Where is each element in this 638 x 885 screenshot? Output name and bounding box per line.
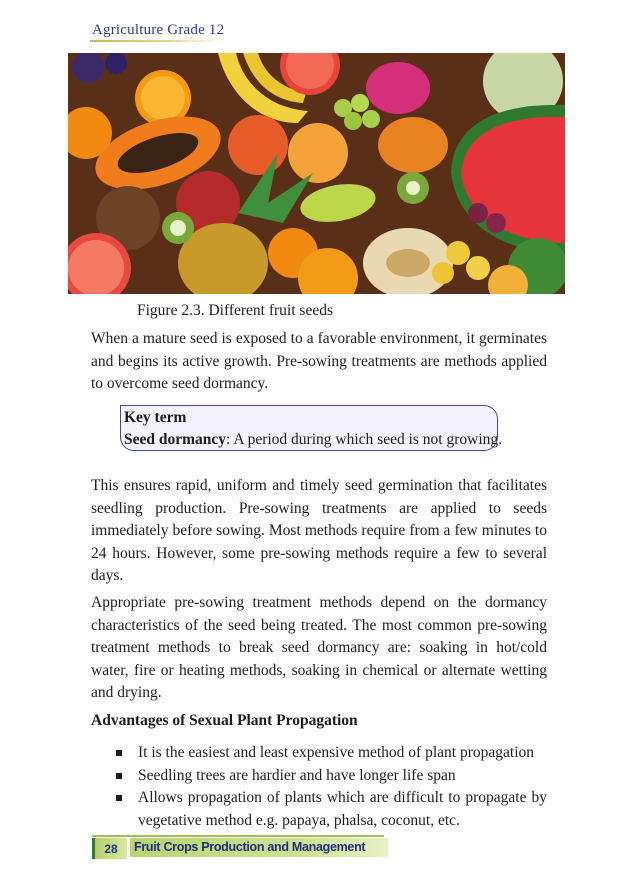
paragraph-treatment-methods: Appropriate pre-sowing treatment methods depend on the dormancy characteristics of the seed being treated. The most common pre-sowing treatment methods to break seed dormancy are: soaking in hot/cold water, fire or heating methods, soaking in chemical or alternate wetting and drying. <box>91 594 547 702</box>
fruit-figure <box>68 53 565 294</box>
book-title: Fruit Crops Production and Management <box>130 838 388 857</box>
list-item-text: Allows propagation of plants which are difficult to propagate by vegetative method e.g. papaya, phalsa, coconut, etc. <box>138 789 547 829</box>
list-item-text: It is the easiest and least expensive method of plant propagation <box>138 744 534 761</box>
list-item-text: Seedling trees are hardier and have longer life span <box>138 766 456 784</box>
running-header <box>92 22 224 39</box>
advantages-list <box>91 742 547 832</box>
key-term-box <box>120 405 503 451</box>
list-item <box>91 742 547 765</box>
header-underline <box>90 40 225 42</box>
list-item <box>91 765 547 788</box>
figure-caption: Figure 2.3. Different fruit seeds <box>137 302 333 319</box>
page-footer <box>92 838 384 858</box>
list-item <box>91 787 547 832</box>
bullet-icon <box>116 795 122 801</box>
key-term-word: Seed dormancy <box>124 431 227 448</box>
key-term-heading: Key term <box>124 409 187 426</box>
bullet-icon <box>116 750 122 756</box>
section-heading: Advantages of Sexual Plant Propagation <box>91 712 358 729</box>
key-term-definition <box>124 431 502 449</box>
bullet-icon <box>116 773 122 779</box>
key-term-text: : A period during which seed is not growing. <box>226 431 503 448</box>
page-number: 28 <box>92 838 127 859</box>
fruit-image <box>68 53 565 294</box>
paragraph-pre-sowing: This ensures rapid, uniform and timely seed germination that facilitates seedling production. Pre-sowing treatments are applied to seeds immediately before sowing. Most methods require from a few minutes to 24 hours. However, some pre-sowing methods require a few to several days. <box>91 477 547 585</box>
header-title: Agriculture Grade 12 <box>92 22 225 38</box>
paragraph-germination: When a mature seed is exposed to a favorable environment, it germinates and begins its active growth. Pre-sowing treatments are methods applied to overcome seed dormancy. <box>91 330 547 393</box>
footer-rule <box>92 835 384 837</box>
